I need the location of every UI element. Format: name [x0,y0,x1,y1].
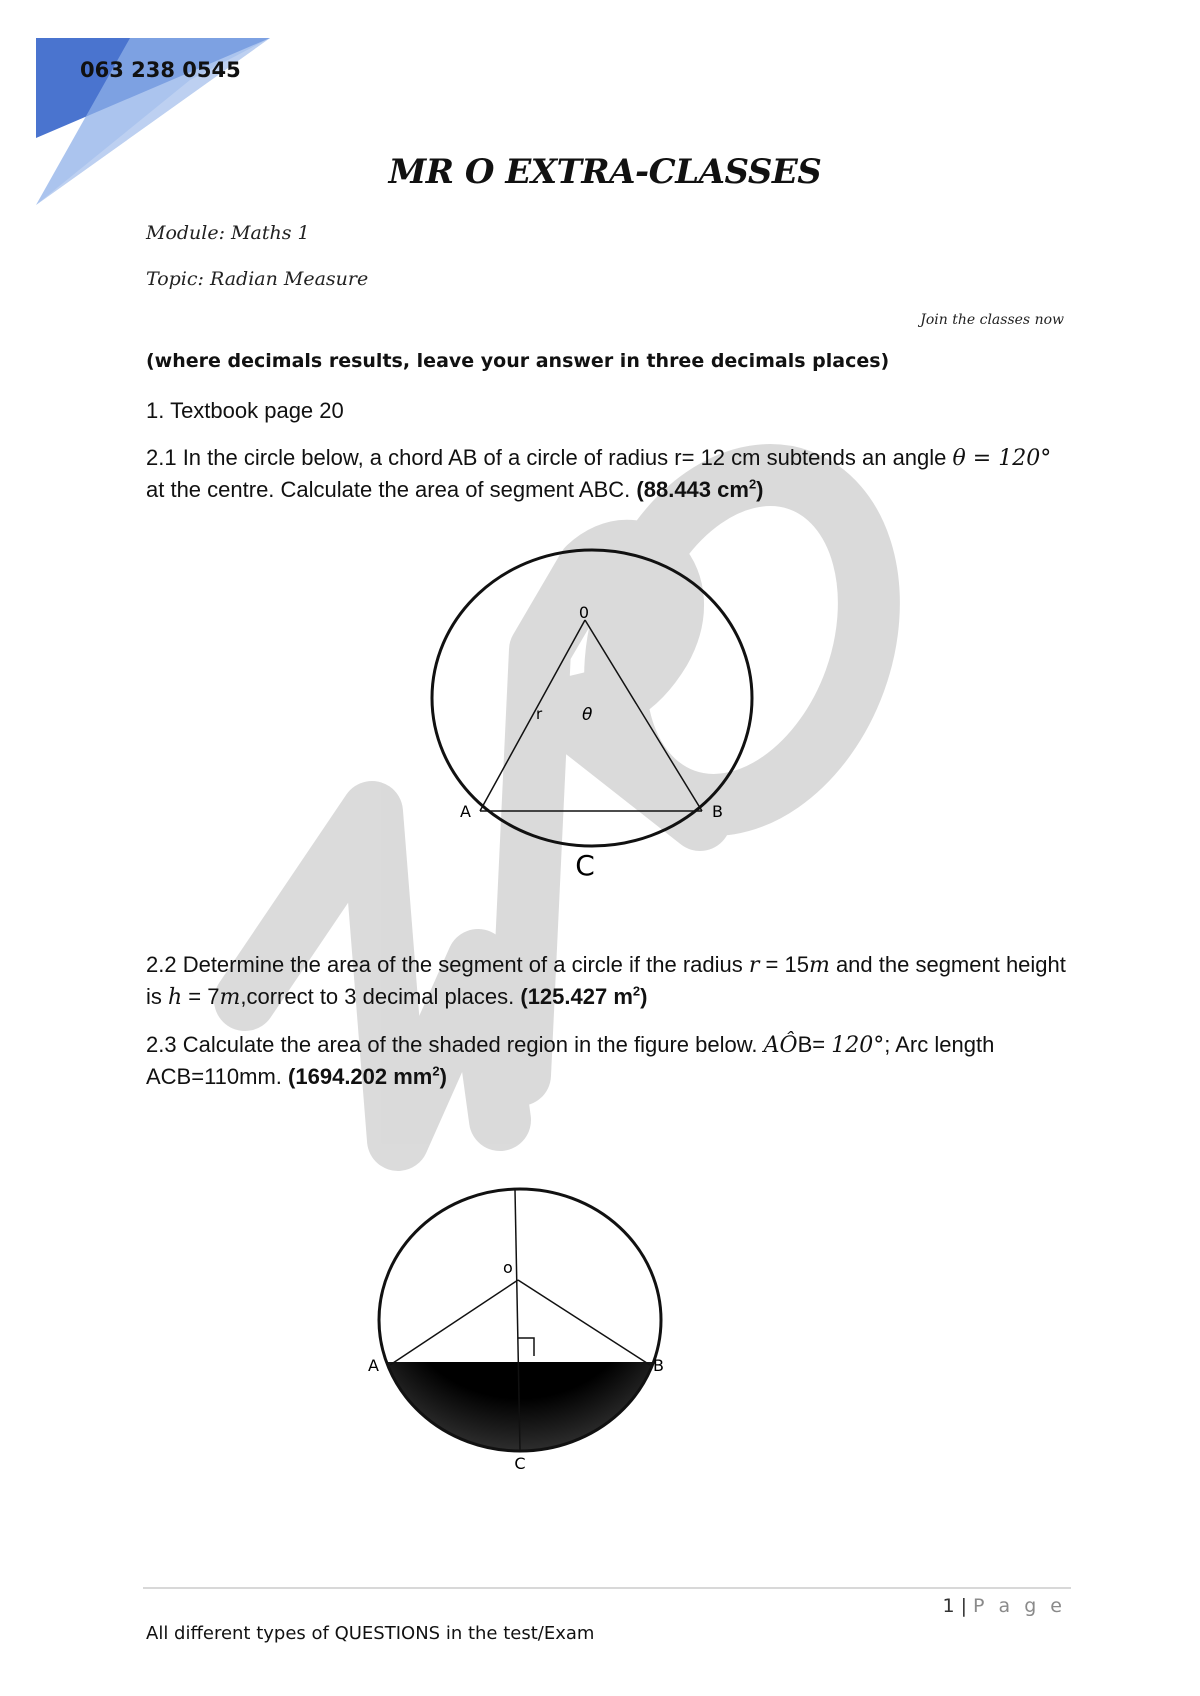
fig1-radius-a [480,620,585,811]
q22-answer: (125.427 m [520,984,633,1009]
q22-text-d: = 7 [182,984,220,1009]
q22-math-m2: m [219,985,241,1010]
decimal-instruction: (where decimals results, leave your answer in three decimals places) [146,350,890,372]
q23-text-a: 2.3 Calculate the area of the shaded region in the figure below. [146,1032,764,1057]
footer-text: All different types of QUESTIONS in the test/Exam [146,1623,595,1644]
footer-divider [143,1587,1071,1589]
fig1-label-b: B [712,802,723,821]
q22-math-h: h [168,985,183,1010]
fig1-label-o: 0 [578,603,590,622]
q23-text-c: ; Arc length ACB=110mm. [146,1032,995,1089]
fig1-label-c: C [575,849,595,882]
page-word: P a g e [973,1595,1066,1617]
q21-answer-end: ) [756,477,764,502]
q22-text-c: and the segment height is [146,952,1066,1009]
question-1: 1. Textbook page 20 [146,398,344,423]
fig2-label-c: C [514,1454,526,1473]
q23-angle: 120° [831,1033,885,1058]
join-classes-note: Join the classes now [920,312,1064,328]
fig1-label-theta: θ [582,705,593,725]
page-number [942,1595,1066,1617]
question-2-2 [146,949,1066,1013]
q23-answer: (1694.202 mm [288,1064,433,1089]
fig2-label-b: B [653,1356,664,1375]
q23-text-b: B= [797,1032,832,1057]
fig2-label-a: A [368,1356,379,1375]
q22-text-b: = 15 [759,952,809,977]
module-label: Module: Maths 1 [146,222,310,244]
question-2-3 [146,1029,1066,1092]
topic-label: Topic: Radian Measure [146,268,369,290]
fig2-radius-a [390,1280,518,1365]
fig1-radius-b [585,620,702,811]
q22-text-a: 2.2 Determine the area of the segment of a circle if the radius [146,952,749,977]
page-number-value: 1 | [942,1595,967,1617]
figure-circle-chord [420,540,760,890]
fig2-right-angle-mark [518,1338,534,1356]
q22-math-m1: m [808,953,830,978]
q21-text-a: 2.1 In the circle below, a chord AB of a circle of radius r= 12 cm subtends an angle [146,445,947,470]
q23-answer-end: ) [439,1064,447,1089]
page-title: MR O EXTRA-CLASSES [388,152,822,192]
q22-answer-end: ) [640,984,648,1009]
q22-text-e: ,correct to 3 decimal places. [240,984,521,1009]
phone-number: 063 238 0545 [80,58,241,82]
q22-answer-sup: 2 [632,983,641,999]
q21-text-b: at the centre. Calculate the area of segment ABC. [146,477,637,502]
q23-math: AÔ [763,1033,798,1058]
fig2-label-o: o [503,1258,513,1277]
q22-math-r: r [748,953,760,978]
q21-answer: (88.443 cm [636,477,749,502]
fig1-label-a: A [460,802,471,821]
q21-answer-sup: 2 [748,476,757,492]
q21-math: θ = 120° [952,446,1052,471]
fig2-radius-b [518,1280,650,1365]
fig1-label-r: r [536,705,543,723]
q23-answer-sup: 2 [432,1063,440,1079]
question-2-1 [146,442,1066,505]
figure-shaded-segment [360,1180,680,1480]
fig1-circle [432,550,752,846]
